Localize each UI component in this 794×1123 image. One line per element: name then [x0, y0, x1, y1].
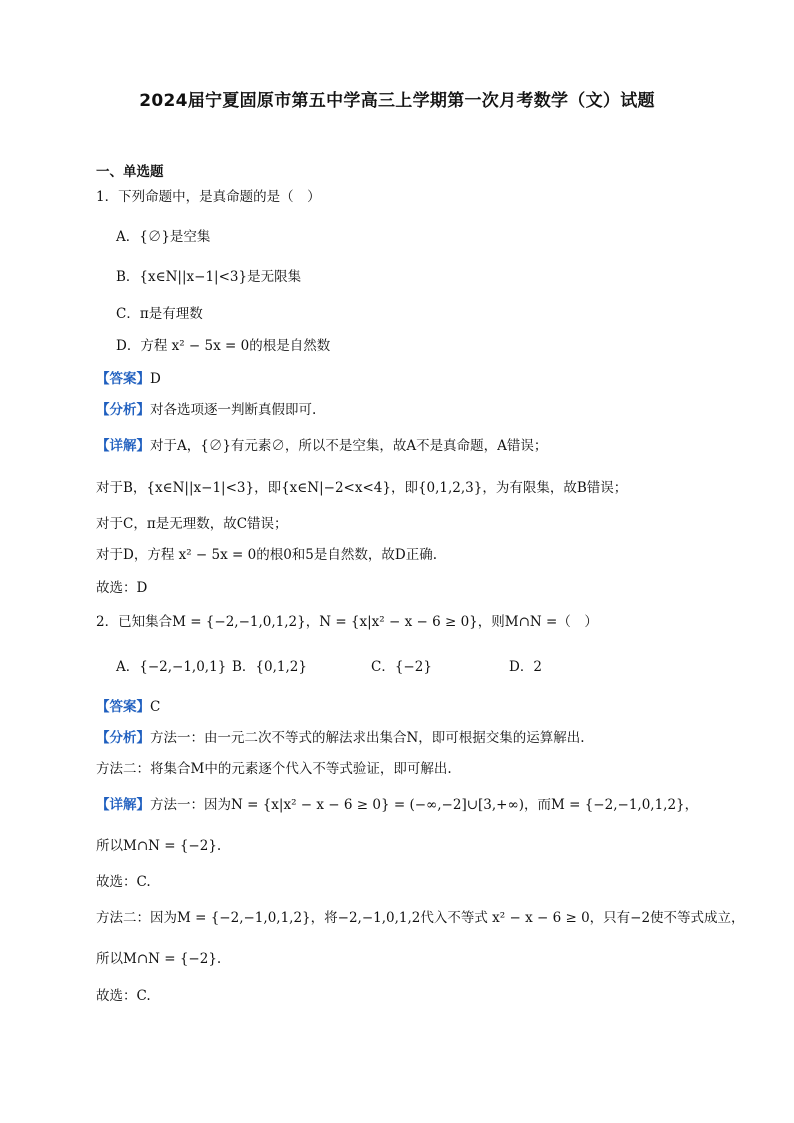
answer-tag: 【答案】: [96, 371, 150, 387]
q1-detail-line: 对于D，方程 x² − 5x = 0的根0和5是自然数，故D正确.: [96, 547, 438, 563]
q2-option-a: A．{−2,−1,0,1}: [116, 659, 227, 675]
q1-option-d: D．方程 x² − 5x = 0的根是自然数: [116, 338, 331, 354]
q1-detail-line: 对于C，π是无理数，故C错误；: [96, 516, 288, 532]
section-heading: 一、单选题: [96, 164, 164, 180]
analysis-tag: 【分析】: [96, 730, 150, 746]
answer-tag: 【答案】: [96, 699, 150, 715]
answer-value: D: [150, 371, 161, 387]
question-2-stem: 2．已知集合M = {−2,−1,0,1,2}，N = {x|x² − x − 6 ≥ 0}，则M∩N =（ ）: [96, 614, 598, 630]
q1-option-b: B．{x∈N||x−1|<3}是无限集: [116, 269, 302, 285]
q2-detail-line: 所以M∩N = {−2}.: [96, 951, 222, 967]
q2-option-b: B．{0,1,2}: [232, 659, 307, 675]
q2-option-c: C．{−2}: [371, 659, 432, 675]
analysis-tag: 【分析】: [96, 402, 150, 418]
q2-answer: [96, 698, 160, 716]
q2-detail-line: 所以M∩N = {−2}.: [96, 838, 222, 854]
q2-analysis: [96, 729, 585, 747]
q2-detail-line: [96, 796, 698, 814]
q1-analysis: [96, 401, 316, 419]
analysis-text: 对各选项逐一判断真假即可.: [150, 402, 317, 418]
q2-option-d: D．2: [509, 659, 542, 675]
detail-tag: 【详解】: [96, 797, 150, 813]
q1-answer: [96, 370, 161, 388]
detail-text: 方法一：因为N = {x|x² − x − 6 ≥ 0} = (−∞,−2]∪[3,+∞)，而M = {−2,−1,0,1,2}，: [150, 797, 699, 813]
q2-analysis-line: 方法二：将集合M中的元素逐个代入不等式验证，即可解出.: [96, 761, 452, 777]
q1-conclusion: 故选：D: [96, 580, 148, 596]
page-title: 2024届宁夏固原市第五中学高三上学期第一次月考数学（文）试题: [139, 91, 655, 111]
q2-detail-line: 故选：C.: [96, 874, 151, 890]
detail-tag: 【详解】: [96, 438, 150, 454]
detail-text: 对于A，{∅}有元素∅，所以不是空集，故A不是真命题，A错误；: [150, 438, 548, 454]
q1-detail-line: [96, 437, 547, 455]
analysis-text: 方法一：由一元二次不等式的解法求出集合N，即可根据交集的运算解出.: [150, 730, 585, 746]
q1-option-a: A．{∅}是空集: [116, 229, 211, 245]
q1-option-c: C．π是有理数: [116, 306, 203, 322]
question-1-stem: 1．下列命题中，是真命题的是（ ）: [96, 189, 321, 205]
q2-conclusion: 故选：C.: [96, 988, 151, 1004]
answer-value: C: [150, 699, 161, 715]
q2-detail-line: 方法二：因为M = {−2,−1,0,1,2}，将−2,−1,0,1,2代入不等式 x² − x − 6 ≥ 0，只有−2使不等式成立，: [96, 910, 745, 926]
q1-detail-line: 对于B，{x∈N||x−1|<3}，即{x∈N|−2<x<4}，即{0,1,2,3}，为有限集，故B错误；: [96, 480, 628, 496]
